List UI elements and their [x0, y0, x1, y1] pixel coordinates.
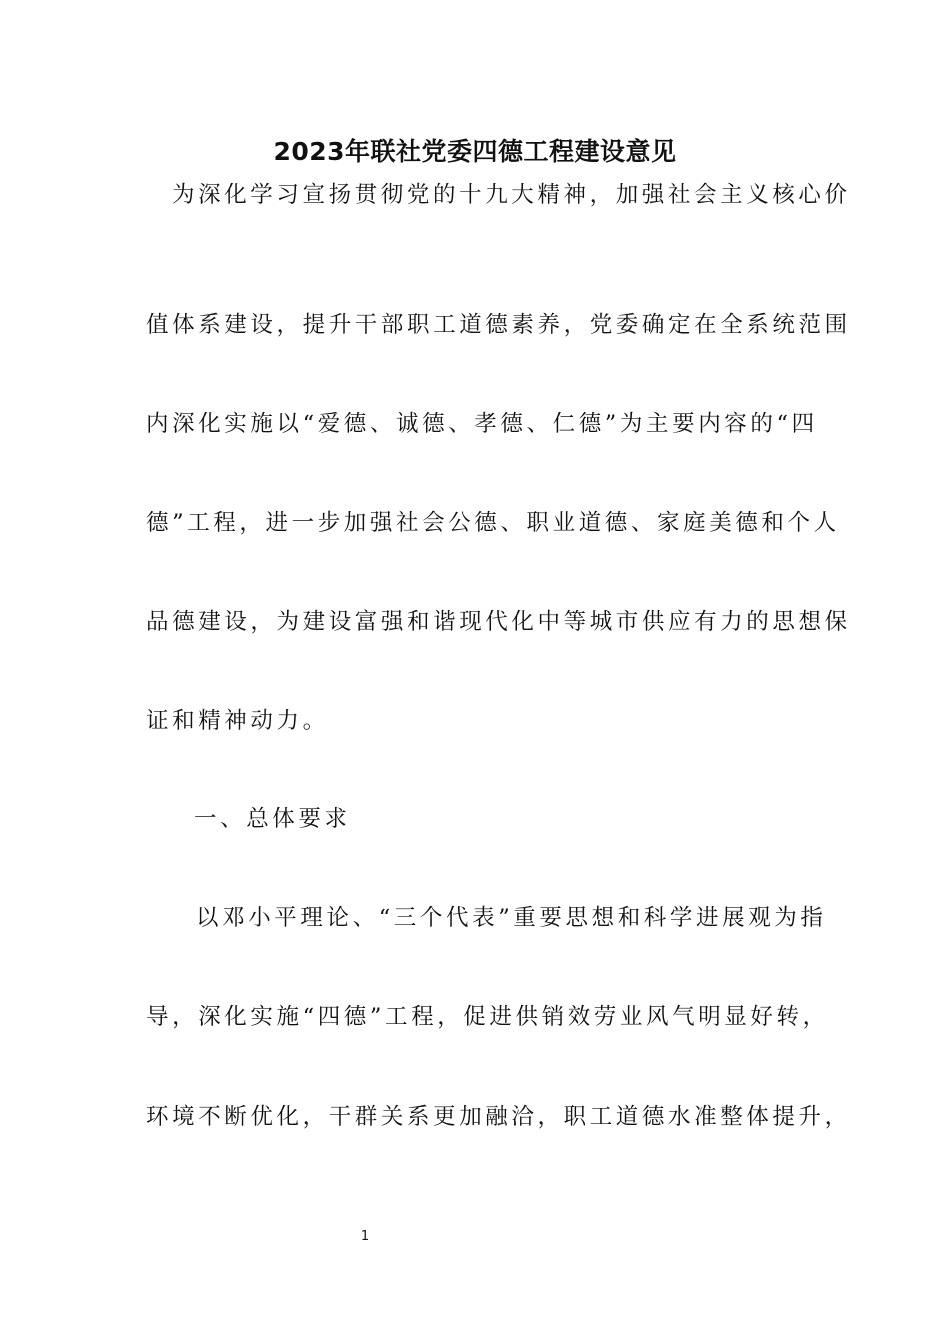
paragraph-line: 为深化学习宣扬贯彻党的十九大精神，加强社会主义核心价: [172, 182, 851, 208]
paragraph-line: 德”工程，进一步加强社会公德、职业道德、家庭美德和个人: [146, 510, 840, 536]
paragraph-line: 以邓小平理论、“三个代表”重要思想和科学进展观为指: [196, 905, 827, 931]
paragraph-line: 内深化实施以“爱德、诚德、孝德、仁德”为主要内容的“四: [146, 411, 818, 437]
paragraph-line: 品德建设，为建设富强和谐现代化中等城市供应有力的思想保: [146, 609, 851, 635]
paragraph-line: 值体系建设，提升干部职工道德素养，党委确定在全系统范围: [146, 312, 851, 338]
section-heading: 一、总体要求: [194, 806, 351, 832]
document-title: 2023年联社党委四德工程建设意见: [273, 137, 677, 166]
paragraph-line: 证和精神动力。: [146, 708, 329, 734]
paragraph-line: 环境不断优化，干群关系更加融洽，职工道德水准整体提升，: [146, 1104, 851, 1130]
page-number: 1: [360, 1229, 370, 1244]
paragraph-line: 导，深化实施“四德”工程，促进供销效劳业风气明显好转，: [146, 1004, 829, 1030]
